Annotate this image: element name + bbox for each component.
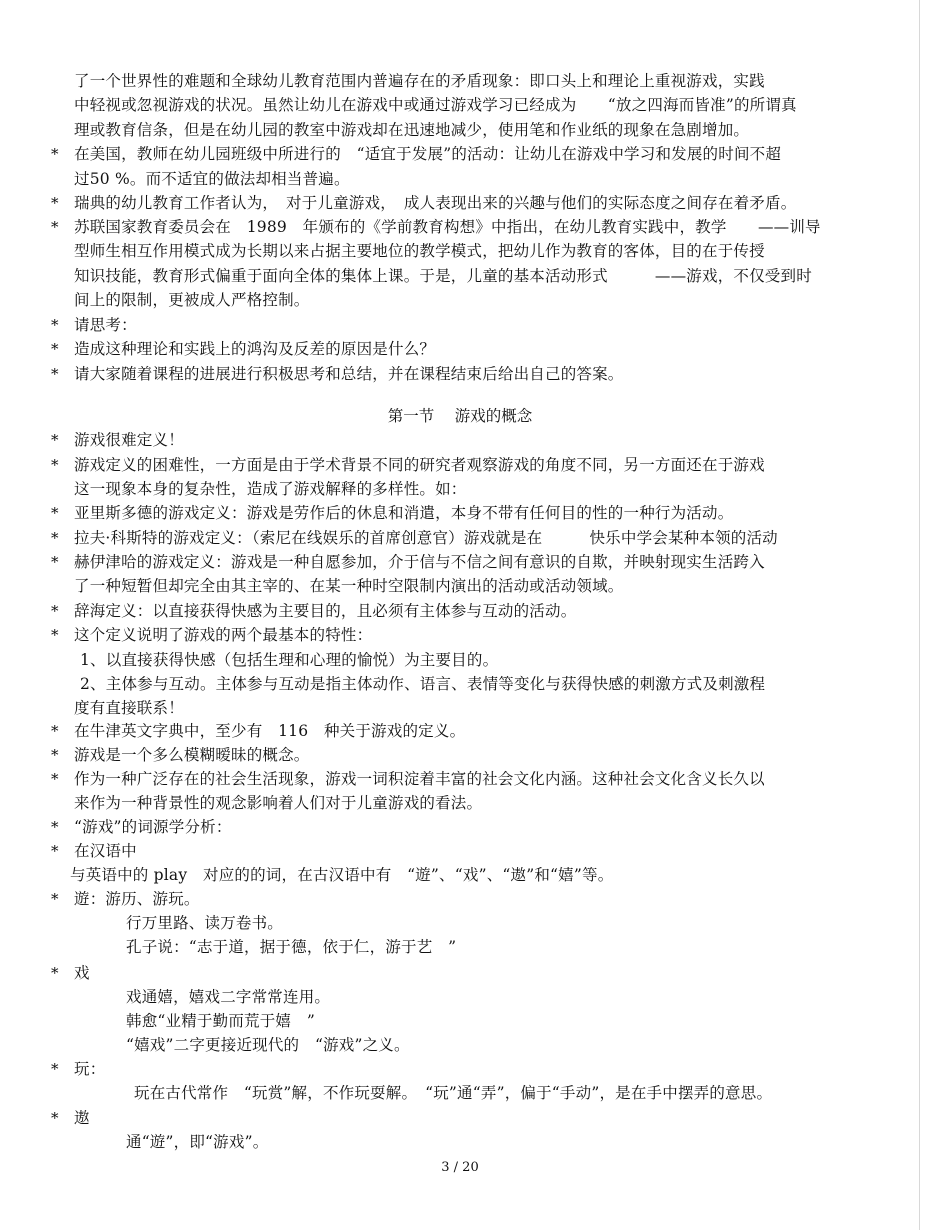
text-line: 辞海定义：以直接获得快感为主要目的，且必须有主体参与互动的活动。 (74, 602, 577, 620)
bullet: * (51, 456, 59, 474)
text-line: 知识技能，教育形式偏重于面向全体的集体上课。于是，儿童的基本活动形式 ——游戏，不仅受到时 (74, 267, 812, 285)
bullet: * (51, 504, 59, 522)
text-line: 拉夫·科斯特的游戏定义：（索尼在线娱乐的首席创意官）游戏就是在 快乐中学会某种本领的活动 (74, 529, 778, 547)
text-line: 通“遊”，即“游戏”。 (126, 1133, 269, 1151)
text-line: 韩愈“业精于勤而荒于嬉 ” (126, 1012, 315, 1030)
bullet: * (51, 1060, 59, 1078)
bullet: * (51, 365, 59, 383)
text-line: 了一种短暂但却完全由其主宰的、在某一种时空限制内演出的活动或活动领域。 (74, 577, 624, 595)
text-line: 型师生相互作用模式成为长期以来占据主要地位的教学模式，把幼儿作为教育的客体，目的在于传授 (74, 242, 765, 260)
text-line: 亚里斯多德的游戏定义：游戏是劳作后的休息和消遣，本身不带有任何目的性的一种行为活动。 (74, 504, 734, 522)
text-line: 行万里路、读万卷书。 (126, 914, 284, 932)
bullet: * (51, 340, 59, 358)
text-line: 玩在古代常作 “玩赏”解，不作玩耍解。 “玩”通“弄”，偏于“手动”，是在手中摆弄的意思。 (134, 1084, 773, 1102)
section-heading: 第一节 游戏的概念 (387, 407, 533, 425)
text-line: 遊：游历、游玩。 (74, 890, 200, 908)
text-line: 中轻视或忽视游戏的状况。虽然让幼儿在游戏中或通过游戏学习已经成为 “放之四海而皆准”的所谓真 (74, 96, 797, 114)
bullet: * (51, 722, 59, 740)
bullet: * (51, 316, 59, 334)
text-line: 2、主体参与互动。主体参与互动是指主体动作、语言、表情等变化与获得快感的刺激方式及刺激程 (80, 675, 766, 693)
text-line: “嬉戏”二字更接近现代的 “游戏”之义。 (126, 1036, 410, 1054)
text-line: 作为一种广泛存在的社会生活现象，游戏一词积淀着丰富的社会文化内涵。这种社会文化含义长久以 (74, 770, 765, 788)
text-line: 赫伊津哈的游戏定义：游戏是一种自愿参加，介于信与不信之间有意识的自欺，并映射现实生活跨入 (74, 553, 765, 571)
bullet: * (51, 1109, 59, 1127)
text-line: 瑞典的幼儿教育工作者认为， 对于儿童游戏， 成人表现出来的兴趣与他们的实际态度之间存在着矛盾。 (74, 194, 797, 212)
text-line: 了一个世界性的难题和全球幼儿教育范围内普遍存在的矛盾现象：即口头上和理论上重视游戏，实践 (74, 72, 765, 90)
page-edge-divider (919, 0, 920, 1230)
bullet: * (51, 431, 59, 449)
page-number: 3 / 20 (441, 1160, 479, 1175)
text-line: “游戏”的词源学分析： (74, 818, 232, 836)
text-line: 过50 %。而不适宜的做法却相当普遍。 (74, 170, 350, 188)
text-line: 理或教育信条，但是在幼儿园的教室中游戏却在迅速地减少，使用笔和作业纸的现象在急剧增加。 (74, 121, 750, 139)
text-line: 请大家随着课程的进展进行积极思考和总结，并在课程结束后给出自己的答案。 (74, 365, 624, 383)
text-line: 造成这种理论和实践上的鸿沟及反差的原因是什么？ (74, 340, 436, 358)
text-line: 请思考： (74, 316, 137, 334)
text-line: 1、以直接获得快感（包括生理和心理的愉悦）为主要目的。 (80, 651, 499, 669)
text-line: 游戏定义的困难性，一方面是由于学术背景不同的研究者观察游戏的角度不同，另一方面还在于游戏 (74, 456, 765, 474)
bullet: * (51, 842, 59, 860)
bullet: * (51, 818, 59, 836)
text-line: 戏通嬉，嬉戏二字常常连用。 (126, 988, 331, 1006)
text-line: 戏 (74, 964, 90, 982)
text-line: 孔子说：“志于道，据于德，依于仁，游于艺 ” (126, 938, 457, 956)
text-line: 这一现象本身的复杂性，造成了游戏解释的多样性。如： (74, 480, 467, 498)
bullet: * (51, 626, 59, 644)
bullet: * (51, 145, 59, 163)
bullet: * (51, 218, 59, 236)
bullet: * (51, 529, 59, 547)
text-line: 遨 (74, 1109, 90, 1127)
text-line: 与英语中的 play 对应的的词，在古汉语中有 “遊”、“戏”、“遨”和“嬉”等。 (70, 866, 614, 884)
bullet: * (51, 964, 59, 982)
bullet: * (51, 194, 59, 212)
text-line: 苏联国家教育委员会在 1989 年颁布的《学前教育构想》中指出，在幼儿教育实践中，教学 ——训导 (74, 218, 821, 236)
text-line: 来作为一种背景性的观念影响着人们对于儿童游戏的看法。 (74, 794, 483, 812)
bullet: * (51, 890, 59, 908)
text-line: 游戏是一个多么模糊暧昧的概念。 (74, 746, 310, 764)
text-line: 在牛津英文字典中，至少有 116 种关于游戏的定义。 (74, 722, 466, 740)
text-line: 在汉语中 (74, 842, 137, 860)
text-line: 间上的限制，更被成人严格控制。 (74, 291, 310, 309)
bullet: * (51, 553, 59, 571)
bullet: * (51, 746, 59, 764)
bullet: * (51, 770, 59, 788)
text-line: 玩： (74, 1060, 106, 1078)
text-line: 这个定义说明了游戏的两个最基本的特性： (74, 626, 373, 644)
text-line: 游戏很难定义！ (74, 431, 184, 449)
text-line: 度有直接联系！ (74, 699, 184, 717)
text-line: 在美国，教师在幼儿园班级中所进行的 “适宜于发展”的活动：让幼儿在游戏中学习和发展的时间不超 (74, 145, 782, 163)
bullet: * (51, 602, 59, 620)
